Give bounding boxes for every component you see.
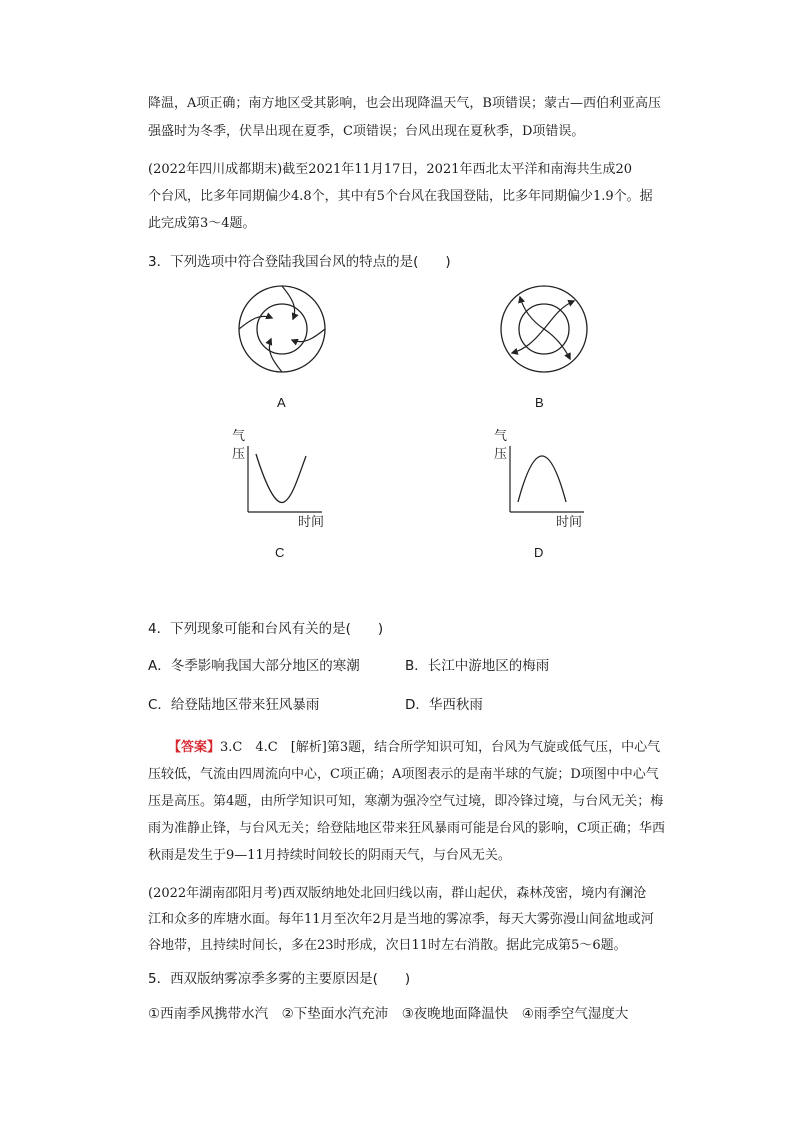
answer-line-3: 压是高压。第4题，由所学知识可知，寒潮为强冷空气过境，即冷锋过境，与台风无关；梅 [148,794,664,809]
figure-d-ylabel-2: 压 [494,447,508,462]
question-5: 5．西双版纳雾凉季多雾的主要原因是( ) [148,971,411,987]
figure-a-diagram [236,283,328,375]
figure-d-ylabel-1: 气 [494,429,508,444]
passage2-line-2: 江和众多的库塘水面。每年11月至次年2月是当地的雾凉季，每天大雾弥漫山间盆地或河 [148,912,654,927]
figure-c-label: C [275,545,285,560]
question-3: 3．下列选项中符合登陆我国台风的特点的是( ) [148,254,451,270]
passage1-line-2: 个台风，比多年同期偏少4.8个，其中有5个台风在我国登陆，比多年同期偏少1.9个。据 [148,189,653,204]
question-4: 4．下列现象可能和台风有关的是( ) [148,621,384,637]
q5-options: ①西南季风携带水汽 ②下垫面水汽充沛 ③夜晚地面降温快 ④雨季空气湿度大 [148,1006,629,1022]
answer-line-5: 秋雨是发生于9—11月持续时间较长的阴雨天气，与台风无关。 [148,848,511,863]
answer-line-1 [168,740,660,756]
figure-a-label: A [277,395,286,410]
passage2-line-3: 谷地带，且持续时间长，多在23时形成，次日11时左右消散。据此完成第5～6题。 [148,938,627,953]
answer-line-2: 压较低，气流由四周流向中心，C项正确；A项图表示的是南半球的气旋；D项图中中心气 [148,767,659,782]
passage1-line-3: 此完成第3～4题。 [148,216,256,231]
figure-c-ylabel-2: 压 [232,447,246,462]
q4-option-b: B．长江中游地区的梅雨 [405,658,550,674]
answer-tag: 【答案】 [168,740,221,755]
figure-d-chart [486,424,598,532]
figure-c-chart [226,424,338,532]
intro-line-1: 降温，A项正确；南方地区受其影响，也会出现降温天气，B项错误；蒙古—西伯利亚高压 [148,96,661,111]
figure-b-label: B [535,395,544,410]
figure-b-diagram [498,283,590,375]
figure-d-xlabel: 时间 [556,515,583,530]
q4-option-c: C．给登陆地区带来狂风暴雨 [148,697,320,713]
figure-d-label: D [534,545,544,560]
answer-text-1: 3.C 4.C [解析]第3题，结合所学知识可知，台风为气旋或低气压，中心气 [220,740,661,755]
figure-c-ylabel-1: 气 [232,429,246,444]
q4-option-a: A．冬季影响我国大部分地区的寒潮 [148,658,360,674]
figure-c-xlabel: 时间 [298,515,325,530]
passage1-line-1: (2022年四川成都期末)截至2021年11月17日，2021年西北太平洋和南海共生成20 [148,162,633,177]
q4-option-d: D．华西秋雨 [405,697,483,713]
intro-line-2: 强盛时为冬季，伏旱出现在夏季，C项错误；台风出现在夏秋季，D项错误。 [148,124,585,139]
passage2-line-1: (2022年湖南邵阳月考)西双版纳地处北回归线以南，群山起伏，森林茂密，境内有澜沧 [148,886,647,901]
answer-line-4: 雨为准静止锋，与台风无关；给登陆地区带来狂风暴雨可能是台风的影响，C项正确；华西 [148,821,665,836]
